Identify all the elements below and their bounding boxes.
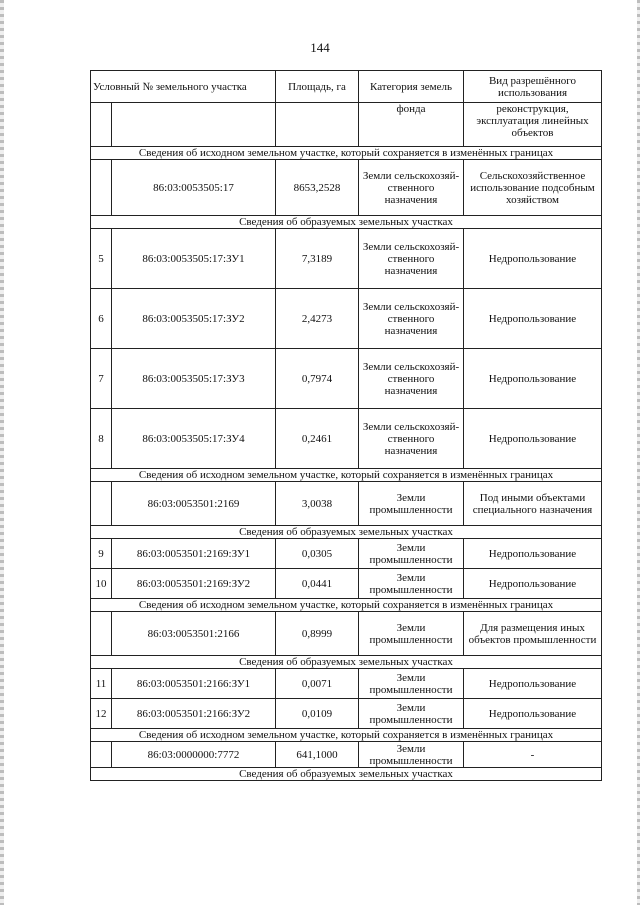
cell-use: Недропользование bbox=[464, 669, 602, 699]
source-plot-row bbox=[91, 742, 602, 768]
cell-index: 6 bbox=[91, 289, 112, 349]
cell-use: Для размещения иных объектов промышленности bbox=[464, 612, 602, 656]
cell-category: Земли промышленности bbox=[359, 539, 464, 569]
cell-index bbox=[91, 160, 112, 216]
scan-edge-left bbox=[0, 0, 4, 905]
cell-category: Земли сельскохозяй-ственного назначения bbox=[359, 409, 464, 469]
cell-use: Сельскохозяйственное использование подсобным хозяйством bbox=[464, 160, 602, 216]
cell-index: 5 bbox=[91, 229, 112, 289]
cell-number: 86:03:0053501:2169:ЗУ1 bbox=[112, 539, 276, 569]
section-title: Сведения об исходном земельном участке, который сохраняется в изменённых границах bbox=[91, 599, 602, 612]
section-source-title-row bbox=[91, 469, 602, 482]
cell-area: 0,0109 bbox=[276, 699, 359, 729]
cell-category: фонда bbox=[359, 103, 464, 147]
cell-area: 0,0441 bbox=[276, 569, 359, 599]
section-source-title-row bbox=[91, 147, 602, 160]
cell-category: Земли сельскохозяй-ственного назначения bbox=[359, 229, 464, 289]
cell-category: Земли промышленности bbox=[359, 612, 464, 656]
cell-index bbox=[91, 612, 112, 656]
source-plot-row bbox=[91, 612, 602, 656]
cell-category: Земли промышленности bbox=[359, 699, 464, 729]
cell-category: Земли промышленности bbox=[359, 482, 464, 526]
cell-use: Недропользование bbox=[464, 349, 602, 409]
section-formed-title-row bbox=[91, 768, 602, 781]
cell-area: 0,8999 bbox=[276, 612, 359, 656]
cell-use: Недропользование bbox=[464, 539, 602, 569]
section-source-title-row bbox=[91, 729, 602, 742]
cell-number: 86:03:0053501:2166:ЗУ1 bbox=[112, 669, 276, 699]
section-title: Сведения об образуемых земельных участках bbox=[91, 216, 602, 229]
section-formed-title-row bbox=[91, 526, 602, 539]
cell-area: 0,0071 bbox=[276, 669, 359, 699]
cell-use: Недропользование bbox=[464, 699, 602, 729]
table-header-row bbox=[91, 71, 602, 103]
cell-number bbox=[112, 103, 276, 147]
cell-number: 86:03:0000000:7772 bbox=[112, 742, 276, 768]
cell-area: 2,4273 bbox=[276, 289, 359, 349]
cell-number: 86:03:0053501:2169 bbox=[112, 482, 276, 526]
land-plots-table bbox=[90, 70, 602, 781]
cell-use: - bbox=[464, 742, 602, 768]
continuation-row bbox=[91, 103, 602, 147]
cell-area bbox=[276, 103, 359, 147]
cell-area: 0,0305 bbox=[276, 539, 359, 569]
section-source-title-row bbox=[91, 599, 602, 612]
table-body bbox=[91, 103, 602, 781]
cell-area: 641,1000 bbox=[276, 742, 359, 768]
source-plot-row bbox=[91, 160, 602, 216]
section-formed-title-row bbox=[91, 216, 602, 229]
cell-index: 9 bbox=[91, 539, 112, 569]
cell-number: 86:03:0053505:17:ЗУ3 bbox=[112, 349, 276, 409]
cell-area: 0,2461 bbox=[276, 409, 359, 469]
cell-area: 3,0038 bbox=[276, 482, 359, 526]
cell-category: Земли сельскохозяй-ственного назначения bbox=[359, 289, 464, 349]
cell-area: 8653,2528 bbox=[276, 160, 359, 216]
cell-index: 10 bbox=[91, 569, 112, 599]
cell-area: 0,7974 bbox=[276, 349, 359, 409]
cell-use: реконструкция, эксплуатация линейных объектов bbox=[464, 103, 602, 147]
cell-use: Недропользование bbox=[464, 289, 602, 349]
formed-plot-row bbox=[91, 409, 602, 469]
section-title: Сведения об образуемых земельных участках bbox=[91, 768, 602, 781]
cell-category: Земли промышленности bbox=[359, 742, 464, 768]
cell-use: Недропользование bbox=[464, 409, 602, 469]
cell-number: 86:03:0053505:17 bbox=[112, 160, 276, 216]
section-title: Сведения об исходном земельном участке, который сохраняется в изменённых границах bbox=[91, 469, 602, 482]
cell-number: 86:03:0053505:17:ЗУ1 bbox=[112, 229, 276, 289]
cell-use: Под иными объектами специального назначения bbox=[464, 482, 602, 526]
formed-plot-row bbox=[91, 349, 602, 409]
cell-index: 8 bbox=[91, 409, 112, 469]
header-cond-number: Условный № земельного участка bbox=[91, 71, 276, 103]
section-title: Сведения об исходном земельном участке, который сохраняется в изменённых границах bbox=[91, 147, 602, 160]
cell-index bbox=[91, 482, 112, 526]
header-use: Вид разрешённого использования bbox=[464, 71, 602, 103]
cell-category: Земли промышленности bbox=[359, 569, 464, 599]
cell-number: 86:03:0053501:2166:ЗУ2 bbox=[112, 699, 276, 729]
header-area: Площадь, га bbox=[276, 71, 359, 103]
section-title: Сведения об исходном земельном участке, который сохраняется в изменённых границах bbox=[91, 729, 602, 742]
section-formed-title-row bbox=[91, 656, 602, 669]
cell-index bbox=[91, 103, 112, 147]
cell-use: Недропользование bbox=[464, 229, 602, 289]
cell-number: 86:03:0053501:2166 bbox=[112, 612, 276, 656]
page-number: 144 bbox=[310, 40, 330, 55]
formed-plot-row bbox=[91, 539, 602, 569]
source-plot-row bbox=[91, 482, 602, 526]
cell-index: 12 bbox=[91, 699, 112, 729]
cell-category: Земли промышленности bbox=[359, 669, 464, 699]
formed-plot-row bbox=[91, 669, 602, 699]
formed-plot-row bbox=[91, 229, 602, 289]
cell-number: 86:03:0053501:2169:ЗУ2 bbox=[112, 569, 276, 599]
cell-index: 7 bbox=[91, 349, 112, 409]
cell-number: 86:03:0053505:17:ЗУ4 bbox=[112, 409, 276, 469]
cell-category: Земли сельскохозяй-ственного назначения bbox=[359, 160, 464, 216]
formed-plot-row bbox=[91, 569, 602, 599]
cell-index bbox=[91, 742, 112, 768]
cell-area: 7,3189 bbox=[276, 229, 359, 289]
cell-use: Недропользование bbox=[464, 569, 602, 599]
cell-index: 11 bbox=[91, 669, 112, 699]
cell-category: Земли сельскохозяй-ственного назначения bbox=[359, 349, 464, 409]
formed-plot-row bbox=[91, 289, 602, 349]
formed-plot-row bbox=[91, 699, 602, 729]
header-category: Категория земель bbox=[359, 71, 464, 103]
section-title: Сведения об образуемых земельных участках bbox=[91, 526, 602, 539]
section-title: Сведения об образуемых земельных участках bbox=[91, 656, 602, 669]
cell-number: 86:03:0053505:17:ЗУ2 bbox=[112, 289, 276, 349]
